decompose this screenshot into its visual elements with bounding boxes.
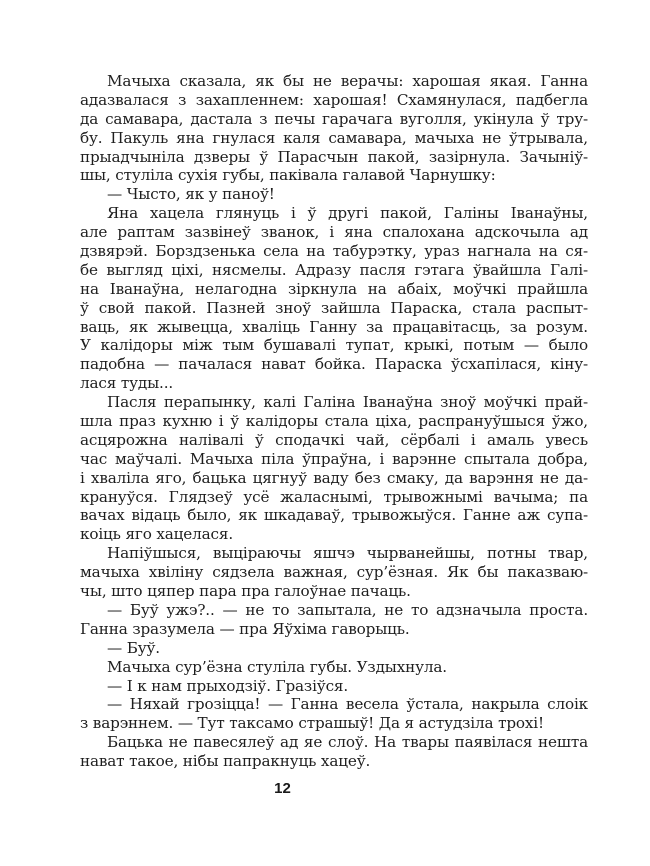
text-line: — Чысто, як у паноў! <box>107 185 275 204</box>
text-line: шла праз кухню і ў калідоры стала ціха, распрануўшыся ўжо, <box>80 412 588 431</box>
text-line: коіць яго хацелася. <box>80 525 234 544</box>
text-line: ваць, як жывецца, хваліць Ганну за працавітасць, за розум. <box>80 317 588 336</box>
text-line: Мачыха сказала, як бы не верачы: харошая якая. Ганна <box>107 72 588 90</box>
text-line: Мачыха сур’ёзна стуліла губы. Уздыхнула. <box>107 657 447 676</box>
text-line: асцярожна налівалі ў сподачкі чай, сёрбалі і амаль увесь <box>80 430 588 449</box>
text-line: У калідоры між тым бушавалі тупат, крыкі, потым — было <box>80 336 588 355</box>
page-number: 12 <box>274 780 291 797</box>
text-line: — Буў ужэ?.. — не то запытала, не то адзначыла проста. <box>107 600 588 619</box>
text-line: і хваліла яго, бацька цягнуў ваду без смаку, да варэння не да- <box>80 468 588 487</box>
text-line: мачыха хвіліну сядзела важная, сур’ёзная. Як бы паказваю- <box>80 563 588 582</box>
text-line: падобна — пачалася нават бойка. Параска ўсхапілася, кіну- <box>80 355 588 374</box>
text-line: Яна хацела глянуць і ў другі пакой, Галіны Іванаўны, <box>107 204 588 223</box>
text-line: дзвярэй. Борздзенька села на табурэтку, ураз нагнала на ся- <box>80 242 588 261</box>
text-line: Бацька не павесялеў ад яе слоў. На твары паявілася нешта <box>107 733 588 752</box>
text-line: з варэннем. — Тут таксамо страшыў! Да я астудзіла трохі! <box>80 714 544 733</box>
text-line: бе выгляд ціхі, нясмелы. Адразу пасля гэтага ўвайшла Галі- <box>80 260 588 279</box>
text-line: — І к нам прыходзіў. Гразіўся. <box>107 676 349 695</box>
text-line: Ганна зразумела — пра Яўхіма гаворыць. <box>80 619 410 638</box>
body-text <box>80 72 588 771</box>
text-line: бу. Пакуль яна гнулася каля самавара, мачыха не ўтрывала, <box>80 128 588 147</box>
text-line: да самавара, дастала з печы гарачага вуголля, укінула ў тру- <box>80 109 588 128</box>
text-line: але раптам зазвінеў званок, і яна спалохана адскочыла ад <box>80 223 588 242</box>
text-line: прыадчыніла дзверы ў Парасчын пакой, зазірнула. Зачыніў- <box>80 147 588 166</box>
text-line: ў свой пакой. Пазней зноў зайшла Параска, стала распыт- <box>80 298 588 317</box>
text-line: лася туды... <box>80 374 174 393</box>
text-line: нават такое, нібы папракнуць хацеў. <box>80 752 371 771</box>
text-line: чы, што цяпер пара пра галоўнае пачаць. <box>80 582 411 601</box>
text-line: — Буў. <box>107 638 160 657</box>
text-line: на Іванаўна, нелагодна зіркнула на абаіх, моўчкі прайшла <box>80 279 588 298</box>
text-line: час маўчалі. Мачыха піла ўпраўна, і варэнне спытала добра, <box>80 449 588 468</box>
text-line: Напіўшыся, выціраючы яшчэ чырванейшы, потны твар, <box>107 544 588 563</box>
text-line: шы, стуліла сухія губы, паківала галавой Чарнушку: <box>80 166 496 185</box>
text-line: вачах відаць было, як шкадаваў, трывожыўся. Ганне аж супа- <box>80 506 588 525</box>
text-line: адазвалася з захапленнем: харошая! Схамянулася, падбегла <box>80 90 588 109</box>
text-line: Пасля перапынку, калі Галіна Іванаўна зноў моўчкі прай- <box>107 393 588 412</box>
text-line: — Няхай грозіцца! — Ганна весела ўстала, накрыла слоік <box>107 695 588 714</box>
text-line: крануўся. Глядзеў усё жаласнымі, трывожнымі вачыма; па <box>80 487 588 506</box>
